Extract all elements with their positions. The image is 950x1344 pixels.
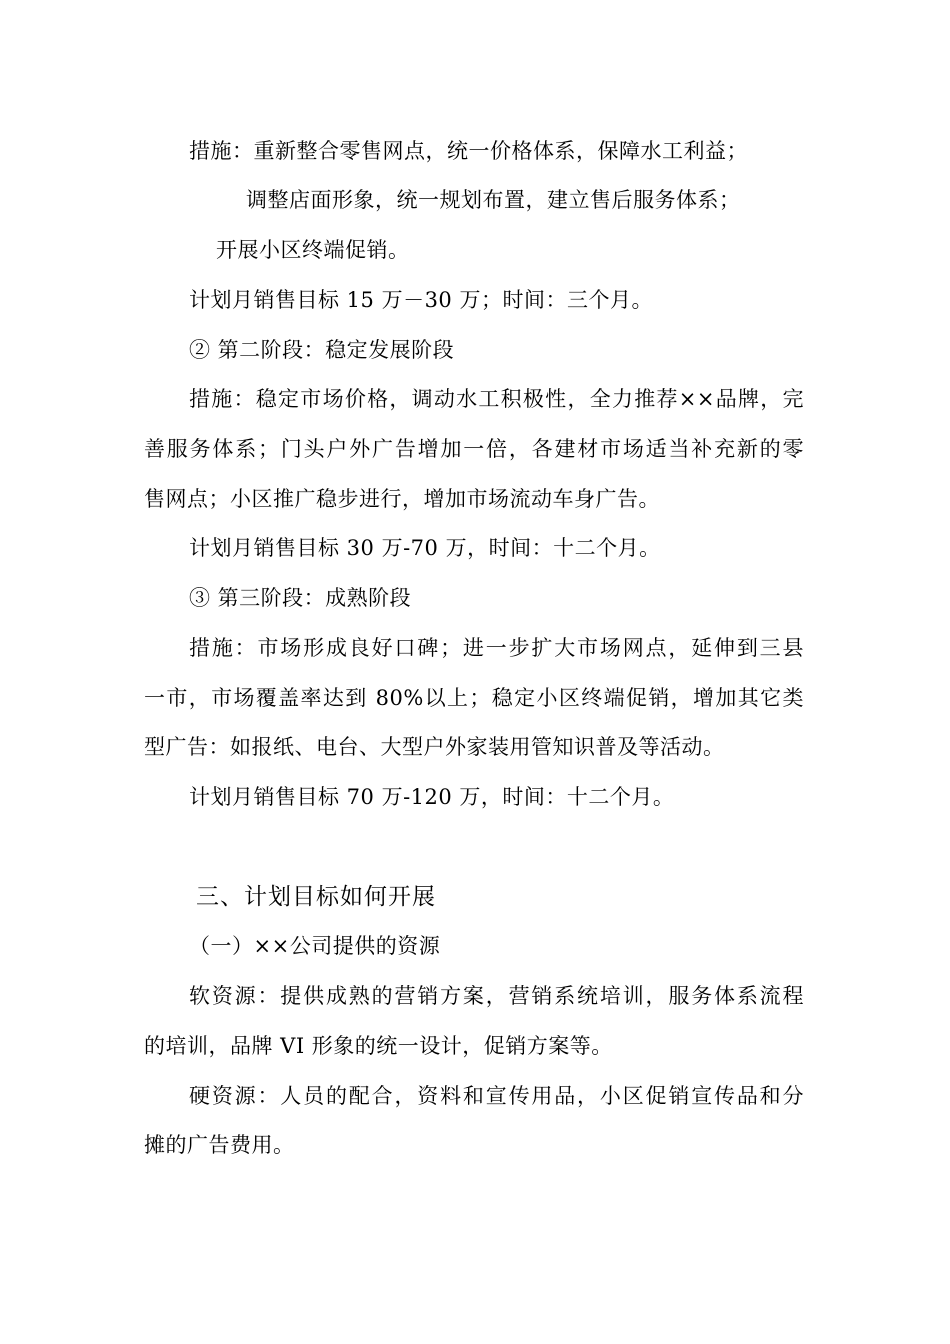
hard-resources-line-1: 硬资源：人员的配合，资料和宣传用品，小区促销宣传品和分: [189, 1084, 804, 1108]
soft-resources-line-2: 的培训，品牌 VI 形象的统一设计，促销方案等。: [144, 1034, 613, 1058]
stage2-measures-line-1: 措施：稳定市场价格，调动水工积极性，全力推荐××品牌，完: [189, 387, 804, 411]
stage1-target: 计划月销售目标 15 万－30 万；时间：三个月。: [189, 288, 653, 312]
soft-resources-line-1: 软资源：提供成熟的营销方案，营销系统培训，服务体系流程: [189, 984, 804, 1008]
section3-subheading: （一）××公司提供的资源: [189, 934, 441, 958]
stage3-measures-line-1: 措施：市场形成良好口碑；进一步扩大市场网点，延伸到三县: [189, 636, 804, 660]
stage2-target: 计划月销售目标 30 万-70 万，时间：十二个月。: [189, 536, 661, 560]
stage1-measures-line-2: 调整店面形象，统一规划布置，建立售后服务体系；: [246, 188, 741, 212]
stage3-target: 计划月销售目标 70 万-120 万，时间：十二个月。: [189, 785, 675, 809]
stage3-measures-line-3: 型广告：如报纸、电台、大型户外家装用管知识普及等活动。: [144, 735, 725, 759]
stage2-measures-line-2: 善服务体系；门头户外广告增加一倍，各建材市场适当补充新的零: [144, 437, 804, 461]
section3-heading: 三、计划目标如何开展: [196, 884, 436, 910]
stage1-measures-line-3: 开展小区终端促销。: [216, 238, 410, 262]
stage3-title: ③ 第三阶段：成熟阶段: [189, 586, 412, 610]
stage2-title: ② 第二阶段：稳定发展阶段: [189, 338, 455, 362]
stage1-measures-line-1: 措施：重新整合零售网点，统一价格体系，保障水工利益；: [189, 139, 748, 163]
stage3-measures-line-2: 一市，市场覆盖率达到 80%以上；稳定小区终端促销，增加其它类: [144, 686, 804, 710]
stage2-measures-line-3: 售网点；小区推广稳步进行，增加市场流动车身广告。: [144, 487, 660, 511]
hard-resources-line-2: 摊的广告费用。: [144, 1133, 295, 1157]
